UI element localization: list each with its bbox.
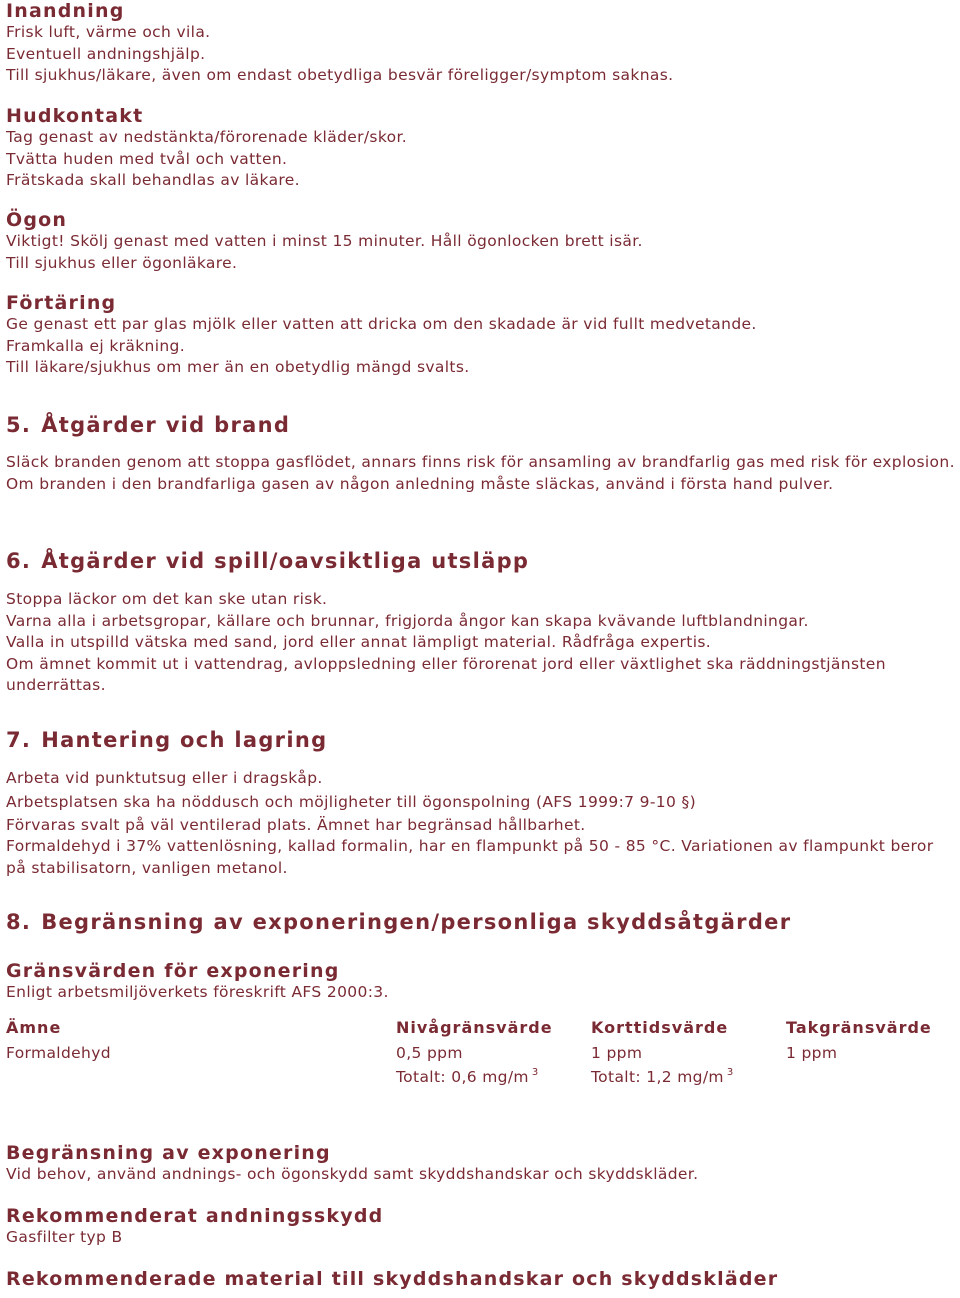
inhalation-heading: Inandning bbox=[6, 0, 125, 22]
skin-heading: Hudkontakt bbox=[6, 105, 144, 127]
section-6-body bbox=[6, 589, 956, 697]
table-cell: 1 ppm bbox=[591, 1043, 643, 1062]
inhalation-line: Eventuell andningshjälp. bbox=[6, 44, 206, 63]
section-8-title: Begränsning av exponeringen/personliga skyddsåtgärder bbox=[41, 910, 792, 934]
skin-line: Tvätta huden med tvål och vatten. bbox=[6, 149, 288, 168]
respiratory-text: Gasfilter typ B bbox=[6, 1228, 123, 1246]
limits-heading: Gränsvärden för exponering bbox=[6, 960, 340, 982]
section-7 bbox=[6, 727, 956, 753]
table-header-row bbox=[6, 1017, 956, 1042]
inhalation-line: Frisk luft, värme och vila. bbox=[6, 23, 211, 41]
limits-block bbox=[6, 960, 956, 1004]
table-cell-value: Totalt: 1,2 mg/m bbox=[591, 1068, 724, 1086]
table-cell bbox=[591, 1066, 734, 1088]
table-cell-value: Totalt: 0,6 mg/m bbox=[396, 1068, 529, 1086]
section-7-number: 7. bbox=[6, 728, 32, 752]
eyes-line: Till sjukhus eller ögonläkare. bbox=[6, 253, 238, 272]
ingestion-block bbox=[6, 292, 956, 379]
eyes-heading: Ögon bbox=[6, 209, 68, 231]
table-header-cell: Nivågränsvärde bbox=[396, 1018, 553, 1037]
section-7-line: Arbetsplatsen ska ha nöddusch och möjligheter till ögonspolning (AFS 1999:7 9-10 §) bbox=[6, 792, 697, 811]
limitation-text: Vid behov, använd andnings- och ögonskydd samt skyddshandskar och skyddskläder. bbox=[6, 1165, 699, 1183]
section-7-line: Arbeta vid punktutsug eller i dragskåp. bbox=[6, 769, 323, 787]
table-cell: 0,5 ppm bbox=[396, 1043, 463, 1062]
limitation-heading: Begränsning av exponering bbox=[6, 1142, 331, 1164]
inhalation-line: Till sjukhus/läkare, även om endast obetydliga besvär föreligger/symptom saknas. bbox=[6, 66, 674, 84]
section-6-heading bbox=[6, 548, 956, 574]
skin-block bbox=[6, 105, 956, 192]
section-7-line: Förvaras svalt på väl ventilerad plats. Ämnet har begränsad hållbarhet. bbox=[6, 815, 586, 834]
section-8-heading bbox=[6, 909, 956, 935]
respiratory-block bbox=[6, 1205, 956, 1249]
eyes-line: Viktigt! Skölj genast med vatten i minst 15 minuter. Håll ögonlocken brett isär. bbox=[6, 232, 643, 250]
ingestion-heading: Förtäring bbox=[6, 292, 117, 314]
section-8-number: 8. bbox=[6, 910, 32, 934]
inhalation-block bbox=[6, 0, 956, 87]
section-8 bbox=[6, 909, 956, 935]
section-7-paragraph: Formaldehyd i 37% vattenlösning, kallad formalin, har en flampunkt på 50 - 85 °C. Variationen av flampunkt beror på stabilisatorn, vanligen metanol. bbox=[6, 837, 934, 877]
respiratory-heading: Rekommenderat andningsskydd bbox=[6, 1205, 384, 1227]
section-5-title: Åtgärder vid brand bbox=[41, 413, 291, 437]
section-6-line: Varna alla i arbetsgropar, källare och brunnar, frigjorda ångor kan skapa kvävande luftblandningar. bbox=[6, 611, 809, 630]
table-header-cell: Takgränsvärde bbox=[786, 1018, 932, 1037]
section-7-heading bbox=[6, 727, 956, 753]
gloves-heading: Rekommenderade material till skyddshandskar och skyddskläder bbox=[6, 1268, 779, 1290]
section-7-body bbox=[6, 768, 956, 879]
section-5-body bbox=[6, 452, 956, 495]
superscript: 3 bbox=[726, 1067, 734, 1078]
superscript: 3 bbox=[531, 1067, 539, 1078]
table-cell: Formaldehyd bbox=[6, 1043, 111, 1062]
gloves-block bbox=[6, 1268, 956, 1290]
section-6 bbox=[6, 548, 956, 574]
section-5 bbox=[6, 412, 956, 438]
section-7-title: Hantering och lagring bbox=[41, 728, 328, 752]
section-5-heading bbox=[6, 412, 956, 438]
eyes-block bbox=[6, 209, 956, 274]
section-6-line: Stoppa läckor om det kan ske utan risk. bbox=[6, 590, 328, 608]
table-row bbox=[6, 1066, 956, 1091]
section-6-paragraph: Om ämnet kommit ut i vattendrag, avloppsledning eller förorenat jord eller växtlighet ska räddningstjänsten underrättas. bbox=[6, 654, 886, 694]
section-6-line: Valla in utspilld vätska med sand, jord eller annat lämpligt material. Rådfråga expertis. bbox=[6, 633, 712, 651]
exposure-limits-table bbox=[6, 1017, 956, 1091]
ingestion-line: Framkalla ej kräkning. bbox=[6, 336, 186, 355]
limitation-block bbox=[6, 1142, 956, 1186]
limits-text: Enligt arbetsmiljöverkets föreskrift AFS 2000:3. bbox=[6, 983, 389, 1001]
section-6-title: Åtgärder vid spill/oavsiktliga utsläpp bbox=[41, 549, 530, 573]
table-cell bbox=[396, 1066, 539, 1088]
table-header-cell: Ämne bbox=[6, 1018, 62, 1037]
ingestion-line: Till läkare/sjukhus om mer än en obetydlig mängd svalts. bbox=[6, 358, 470, 376]
section-5-number: 5. bbox=[6, 413, 32, 437]
skin-line: Tag genast av nedstänkta/förorenade kläder/skor. bbox=[6, 128, 408, 146]
table-cell: 1 ppm bbox=[786, 1043, 838, 1062]
table-header-cell: Korttidsvärde bbox=[591, 1018, 729, 1037]
table-row bbox=[6, 1042, 956, 1067]
skin-line: Frätskada skall behandlas av läkare. bbox=[6, 171, 300, 189]
section-6-number: 6. bbox=[6, 549, 32, 573]
section-5-paragraph: Släck branden genom att stoppa gasflödet, annars finns risk för ansamling av brandfarlig gas med risk för explosion. Om branden i den brandfarliga gasen av någon anledning måste släckas, använd i första hand pulver. bbox=[6, 453, 955, 493]
ingestion-line: Ge genast ett par glas mjölk eller vatten att dricka om den skadade är vid fullt medvetande. bbox=[6, 315, 757, 333]
